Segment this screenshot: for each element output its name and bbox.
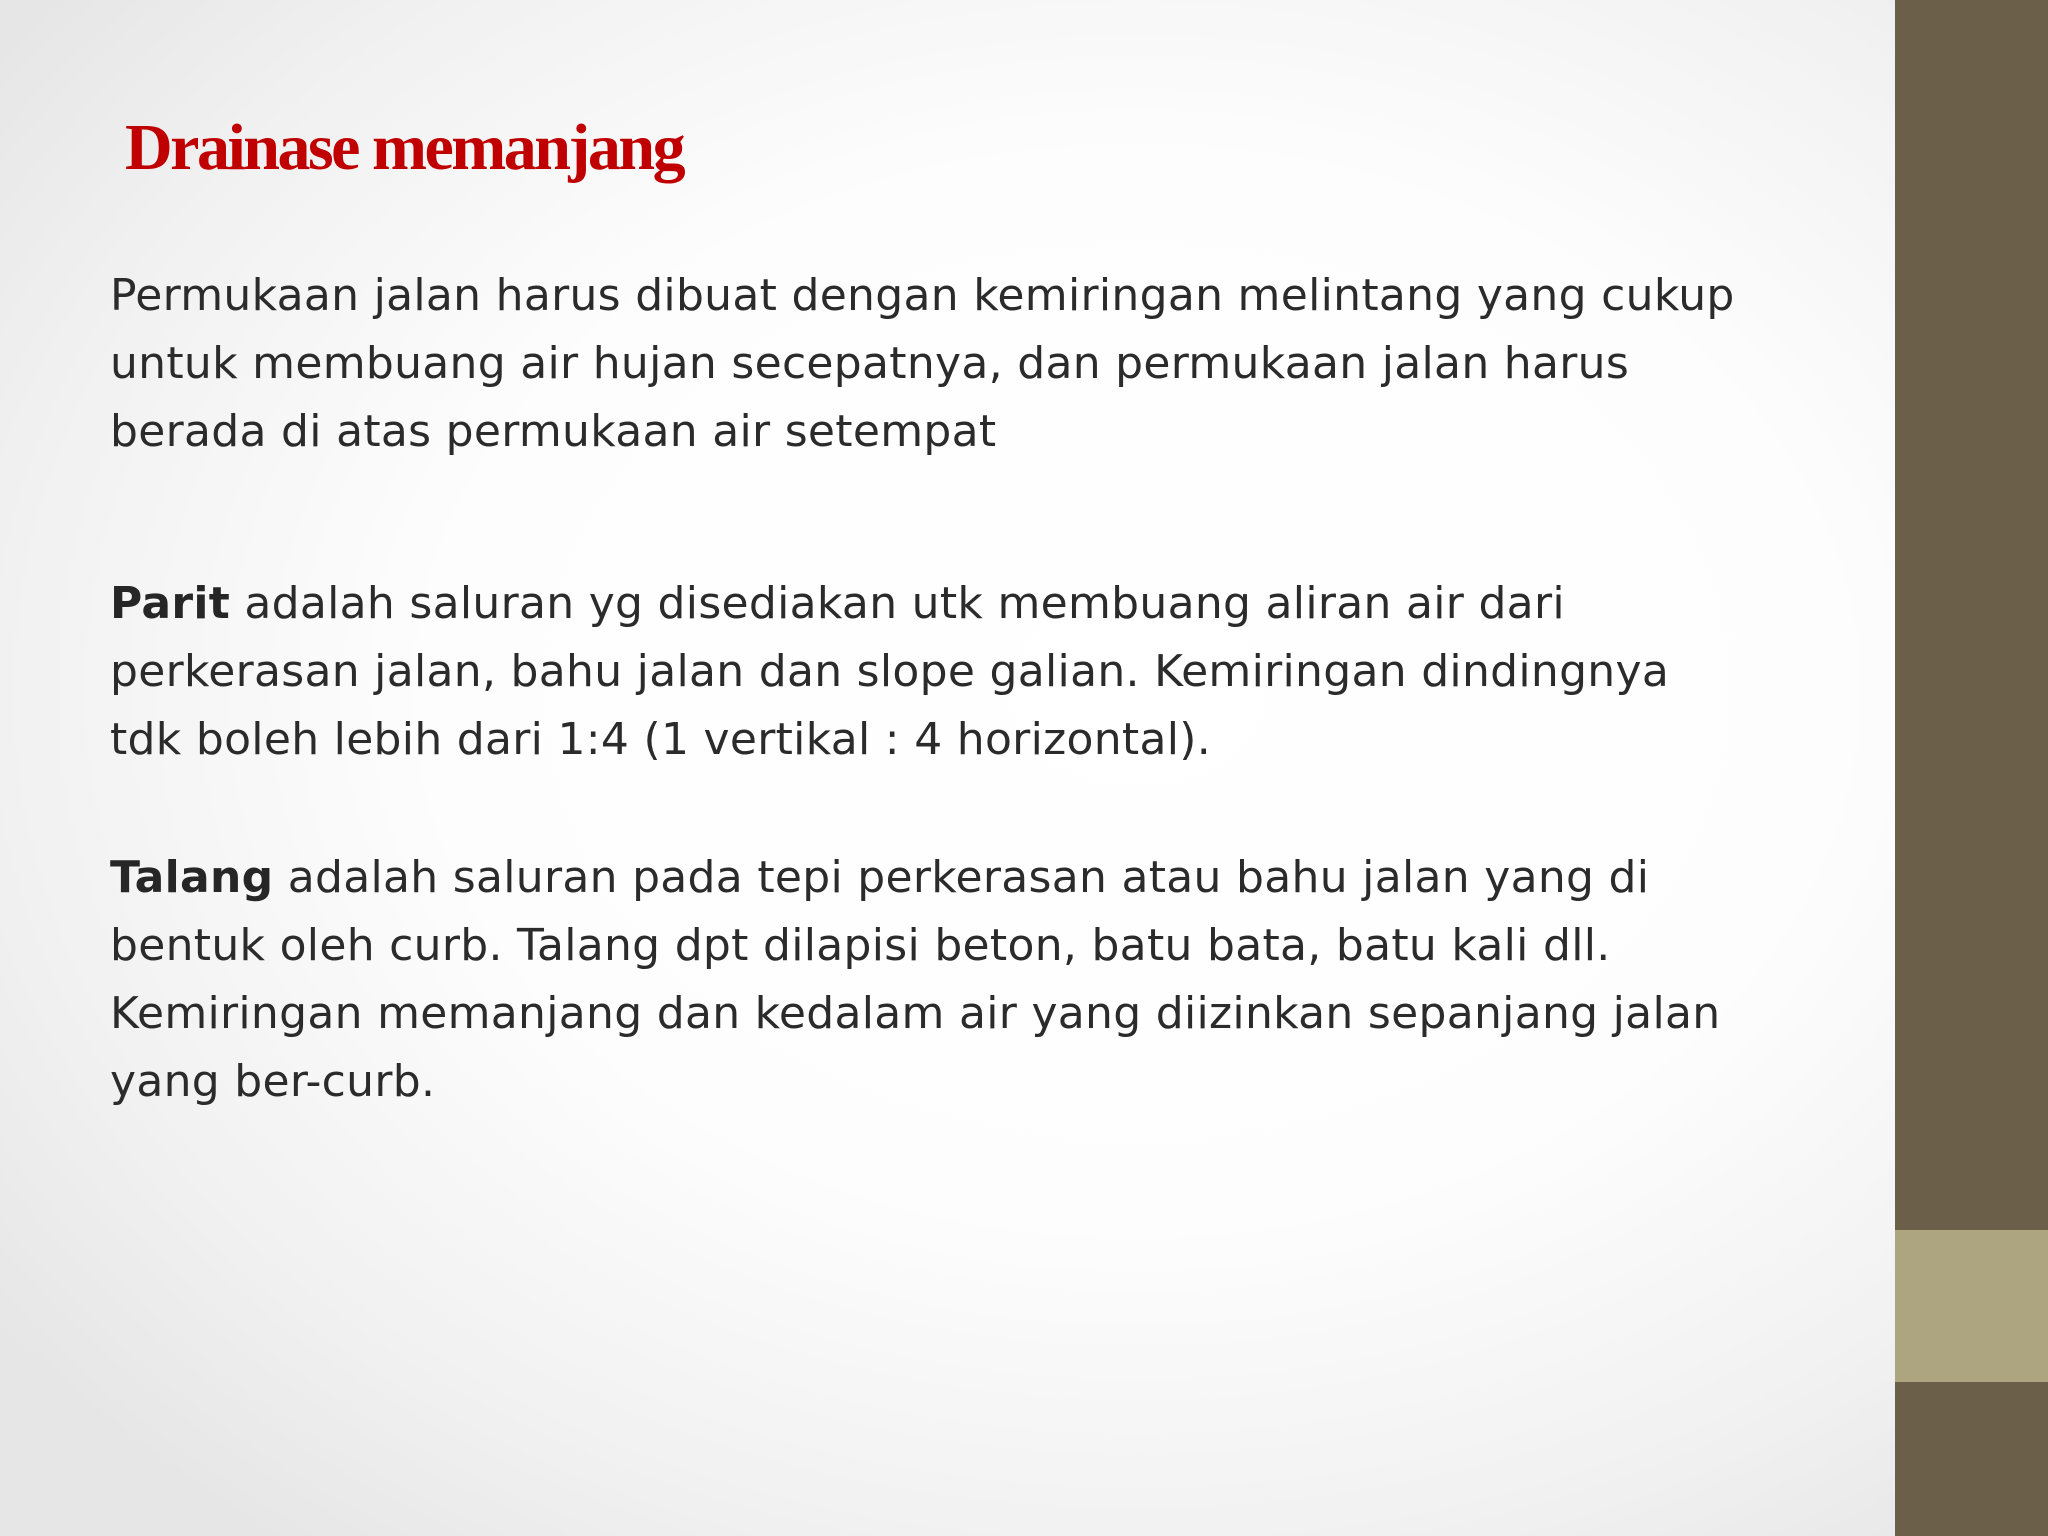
paragraph-talang [110,844,1750,1116]
term-talang: Talang [110,852,274,903]
side-decoration-accent [1895,1230,2048,1382]
paragraph-intro-text: Permukaan jalan harus dibuat dengan kemiringan melintang yang cukup untuk membuang air hujan secepatnya, dan permukaan jalan harus berada di atas permukaan air setempat [110,270,1735,457]
term-parit: Parit [110,578,231,629]
paragraph-parit [110,570,1750,774]
slide-title: Drainase memanjang [125,111,684,184]
paragraph-parit-text: adalah saluran yg disediakan utk membuang aliran air dari perkerasan jalan, bahu jalan dan slope galian. Kemiringan dindingnya tdk boleh lebih dari 1:4 (1 vertikal : 4 horizontal). [110,578,1670,765]
paragraph-talang-text: adalah saluran pada tepi perkerasan atau bahu jalan yang di bentuk oleh curb. Talang dpt dilapisi beton, batu bata, batu kali dll. Kemiringan memanjang dan kedalam air yang diizinkan sepanjang jalan yang ber-curb. [110,852,1721,1107]
paragraph-intro [110,262,1750,466]
